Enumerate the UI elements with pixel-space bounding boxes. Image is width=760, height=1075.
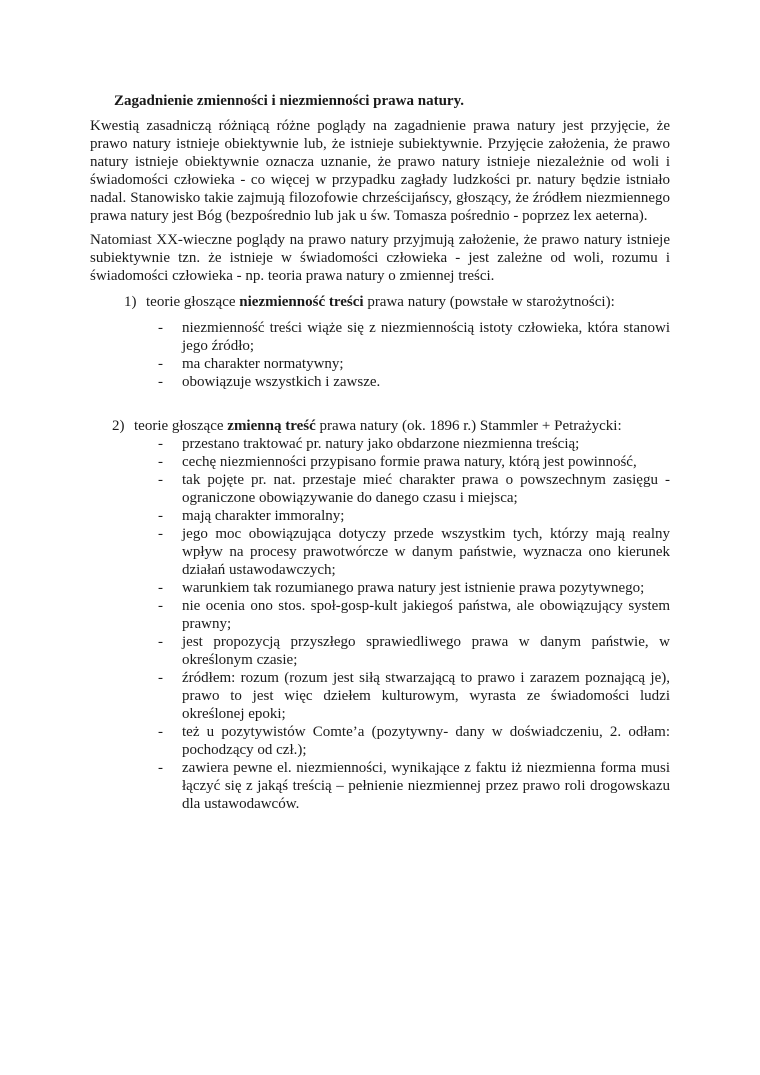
section-heading-prefix: teorie głoszące: [146, 294, 240, 310]
list-item: [158, 669, 670, 723]
list-item-text: mają charakter immoralny;: [182, 508, 345, 524]
dash-marker: -: [158, 526, 163, 542]
dash-marker: -: [158, 760, 163, 776]
list-item: [158, 597, 670, 633]
section-heading-suffix: prawa natury (powstałe w starożytności):: [363, 294, 615, 310]
list-item-text: jest propozycją przyszłego sprawiedliwego prawa w danym państwie, w określonym czasie;: [182, 634, 670, 668]
dash-marker: -: [158, 472, 163, 488]
list-item-text: źródłem: rozum (rozum jest siłą stwarzającą to prawo i zarazem poznającą je), prawo to jest więc dziełem kulturowym, wyrasta ze świadomości ludzi określonej epoki;: [182, 670, 670, 722]
list-item-text: niezmienność treści wiąże się z niezmiennością istoty człowieka, która stanowi jego źródło;: [182, 320, 670, 354]
dash-marker: -: [158, 436, 163, 452]
list-item: [158, 525, 670, 579]
paragraph-1: Kwestią zasadniczą różniącą różne poglądy na zagadnienie prawa natury jest przyjęcie, że prawo natury istnieje obiektywnie lub, że istnieje subiektywnie. Przyjęcie założenia, że prawo natury istnieje obiektywnie oznacza uznanie, że prawo natury istnieje niezależnie od woli i świadomości człowieka - co więcej w przypadku zagłady ludzkości pr. natury będzie istniało nadal. Stanowisko takie zajmują filozofowie chrześcijańscy, głoszący, że źródłem niezmiennego prawa natury jest Bóg (bezpośrednio lub jak u św. Tomasza pośrednio - poprzez lex aeterna).: [90, 118, 670, 224]
list-item-text: zawiera pewne el. niezmienności, wynikające z faktu iż niezmienna forma musi łączyć się z jakąś treścią – pełnienie niezmiennej przez prawo roli drogowskazu dla ustawodawców.: [182, 760, 670, 812]
list-item-text: przestano traktować pr. natury jako obdarzone niezmienna treścią;: [182, 436, 580, 452]
section-2: [90, 417, 670, 813]
section-heading-bold: niezmienność treści: [239, 294, 364, 310]
dash-marker: -: [158, 508, 163, 524]
bullet-list: [158, 435, 670, 813]
section-heading-bold: zmienną treść: [227, 418, 316, 434]
list-item: [158, 373, 670, 391]
list-item-text: obowiązuje wszystkich i zawsze.: [182, 374, 381, 390]
list-item: [158, 453, 670, 471]
list-item-text: ma charakter normatywny;: [182, 356, 344, 372]
dash-marker: -: [158, 598, 163, 614]
list-item: [158, 355, 670, 373]
dash-marker: -: [158, 320, 163, 336]
list-item: [158, 579, 670, 597]
list-item-text: tak pojęte pr. nat. przestaje mieć charakter prawa o powszechnym zasięgu - ograniczone obowiązywanie do danego czasu i miejsca;: [182, 472, 670, 506]
list-item: [158, 319, 670, 355]
document-page: [90, 92, 670, 813]
list-item: [158, 633, 670, 669]
section-number: 2): [112, 418, 125, 434]
section-heading-suffix: prawa natury (ok. 1896 r.) Stammler + Petrażycki:: [315, 418, 622, 434]
list-item-text: też u pozytywistów Comte’a (pozytywny- dany w doświadczeniu, 2. odłam: pochodzący od czł.);: [182, 724, 670, 758]
dash-marker: -: [158, 634, 163, 650]
list-item: [158, 435, 670, 453]
dash-marker: -: [158, 454, 163, 470]
dash-marker: -: [158, 374, 163, 390]
section-number: 1): [124, 294, 137, 310]
list-item: [158, 723, 670, 759]
bullet-list: [158, 319, 670, 391]
list-item: [158, 759, 670, 813]
list-item-text: cechę niezmienności przypisano formie prawa natury, którą jest powinność,: [182, 454, 637, 470]
paragraph-2: Natomiast XX-wieczne poglądy na prawo natury przyjmują założenie, że prawo natury istnieje subiektywnie tzn. że istnieje w świadomości człowieka - jest zależne od woli, rozumu i świadomości człowieka - np. teoria prawa natury o zmiennej treści.: [90, 232, 670, 284]
list-item: [158, 471, 670, 507]
dash-marker: -: [158, 670, 163, 686]
section-heading: [112, 417, 670, 435]
section-heading-prefix: teorie głoszące: [134, 418, 228, 434]
list-item-text: jego moc obowiązująca dotyczy przede wszystkim tych, którzy mają realny wpływ na procesy prawotwórcze w danym państwie, wyznacza ono kierunek działań ustawodawczych;: [182, 526, 670, 578]
dash-marker: -: [158, 724, 163, 740]
section-1: [90, 293, 670, 391]
dash-marker: -: [158, 580, 163, 596]
dash-marker: -: [158, 356, 163, 372]
list-item: [158, 507, 670, 525]
section-heading: [124, 293, 670, 311]
list-item-text: nie ocenia ono stos. społ-gosp-kult jakiegoś państwa, ale obowiązujący system prawny;: [182, 598, 670, 632]
list-item-text: warunkiem tak rozumianego prawa natury jest istnienie prawa pozytywnego;: [182, 580, 645, 596]
document-title: Zagadnienie zmienności i niezmienności prawa natury.: [114, 93, 465, 109]
